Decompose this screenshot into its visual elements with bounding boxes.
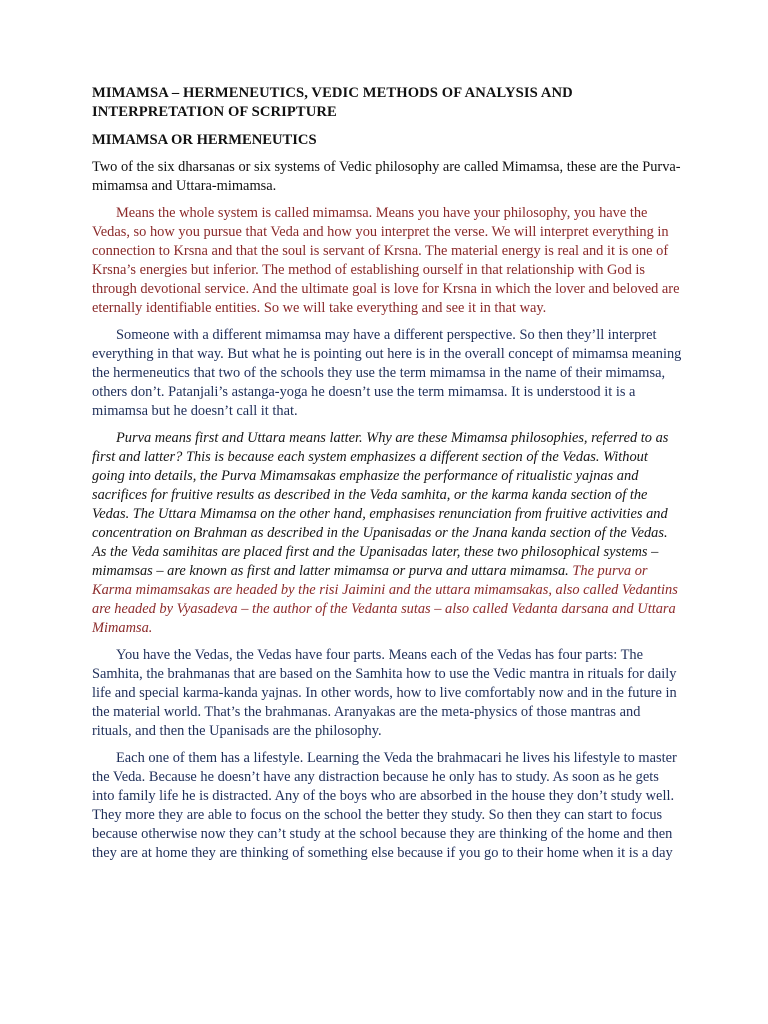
- paragraph-quote: [92, 429, 682, 638]
- paragraph-intro: Two of the six dharsanas or six systems of Vedic philosophy are called Mimamsa, these are the Purva-mimamsa and Uttara-mimamsa.: [92, 159, 681, 194]
- document-page: [92, 84, 682, 871]
- document-title: MIMAMSA – HERMENEUTICS, VEDIC METHODS OF ANALYSIS AND INTERPRETATION OF SCRIPTURE: [92, 85, 573, 120]
- paragraph-commentary-3: You have the Vedas, the Vedas have four parts. Means each of the Vedas has four parts: The Samhita, the brahmanas that are based on the Samhita how to use the Vedic mantra in rituals for daily life and special karma-kanda yajnas. In other words, how to live comfortably now and in the future in the material world. That’s the brahmanas. Aranyakas are the meta-physics of those mantras and rituals, and then the Upanisads are the philosophy.: [92, 647, 677, 739]
- section-heading: MIMAMSA OR HERMENEUTICS: [92, 132, 317, 148]
- quote-text: Purva means first and Uttara means latter. Why are these Mimamsa philosophies, referred to as first and latter? This is because each system emphasizes a different section of the Vedas. Without going into details, the Purva Mimamsakas emphasize the performance of ritualistic yajnas and sacrifices for fruitive results as described in the Veda samhita, or the karma kanda section of the Vedas. The Uttara Mimamsa on the other hand, emphasises renunciation from fruitive activities and concentration on Brahman as described in the Upanisadas or the Jnana kanda section of the Vedas. As the Veda samihitas are placed first and the Upanisadas later, these two philosophical systems – mimamsas – are known as first and latter mimamsa or purva and uttara mimamsa.: [92, 430, 669, 579]
- quote-text-highlight: The purva or Karma mimamsakas are headed by the risi Jaimini and the uttara mimamsakas, also called Vedantins are headed by Vyasadeva – the author of the Vedanta sutas – also called Vedanta darsana and Uttara Mimamsa.: [92, 563, 678, 636]
- paragraph-commentary-4: Each one of them has a lifestyle. Learning the Veda the brahmacari he lives his lifestyle to master the Veda. Because he doesn’t have any distraction because he only has to study. As soon as he gets into family life he is distracted. Any of the boys who are absorbed in the house they don’t study well. They more they are able to focus on the school the better they study. So then they can start to focus because otherwise now they can’t study at the school because they are thinking of the home and then they are at home they are thinking of something else because if you go to their home when it is a day: [92, 750, 677, 861]
- paragraph-commentary-1: Means the whole system is called mimamsa. Means you have your philosophy, you have the Vedas, so how you pursue that Veda and how you interpret the verse. We will interpret everything in connection to Krsna and that the soul is servant of Krsna. The material energy is real and it is one of Krsna’s energies but inferior. The method of establishing ourself in that relationship with God is through devotional service. And the ultimate goal is love for Krsna in which the lover and beloved are eternally identifiable entities. So we will take everything and see it in that way.: [92, 205, 680, 316]
- paragraph-commentary-2: Someone with a different mimamsa may have a different perspective. So then they’ll interpret everything in that way. But what he is pointing out here is in the overall concept of mimamsa meaning the hermeneutics that two of the schools they use the term mimamsa in the name of their mimamsa, others don’t. Patanjali’s astanga-yoga he doesn’t use the term mimamsa. It is understood it is a mimamsa but he doesn’t call it that.: [92, 327, 682, 419]
